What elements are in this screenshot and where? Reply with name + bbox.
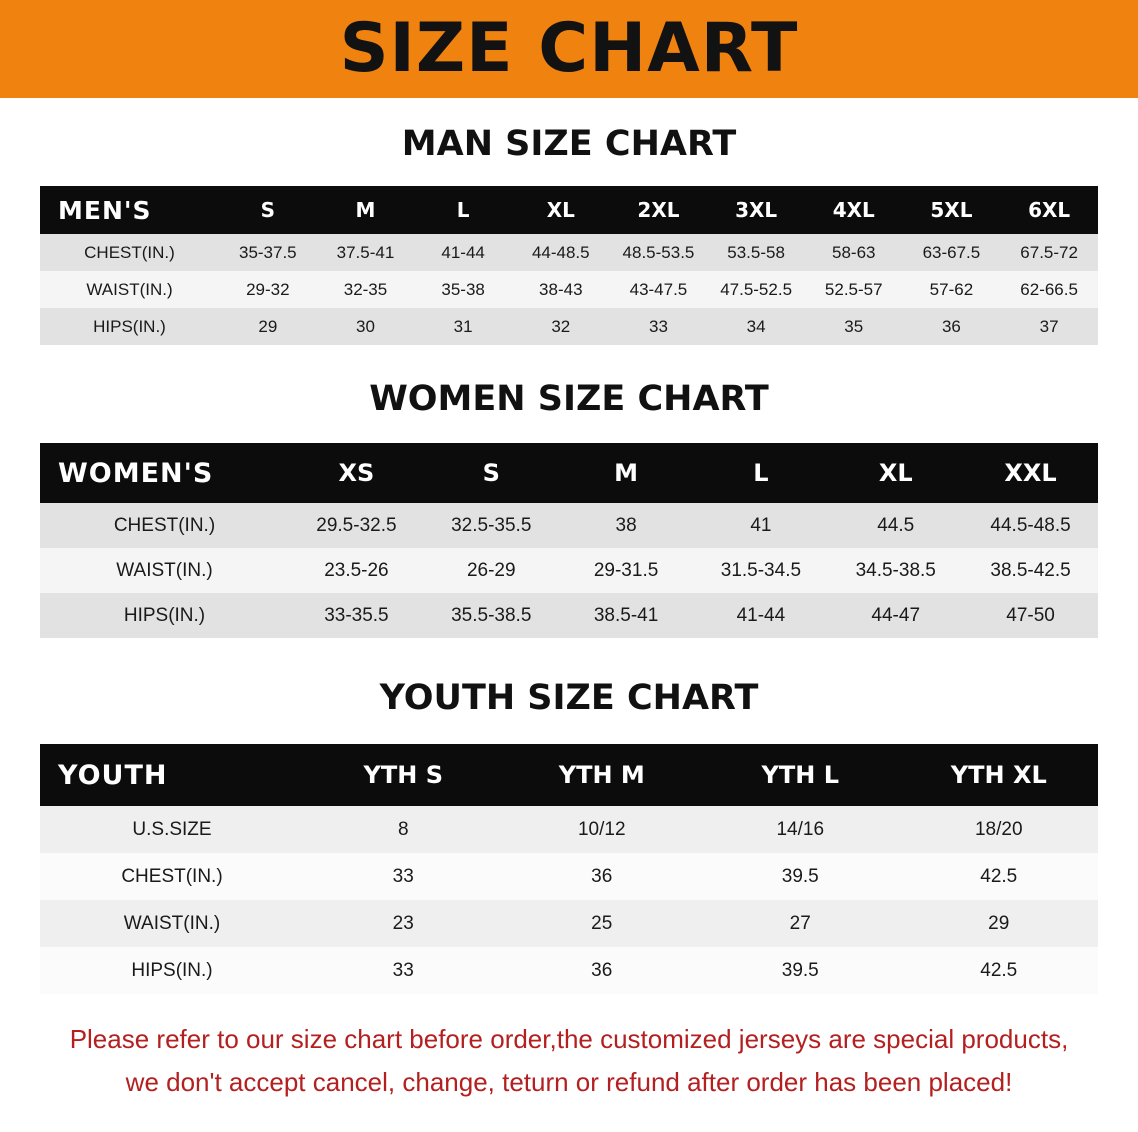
cell: 42.5 [900,947,1099,994]
column-header-xl: XL [512,186,610,234]
column-header-6xl: 6XL [1000,186,1098,234]
man-size-table-wrap [40,186,1098,345]
cell: 31 [414,308,512,345]
cell: 52.5-57 [805,271,903,308]
cell: 31.5-34.5 [693,548,828,593]
cell: 41-44 [693,593,828,638]
cell: 43-47.5 [610,271,708,308]
cell: 53.5-58 [707,234,805,271]
cell: 33 [304,853,503,900]
women-section-heading: WOMEN SIZE CHART [369,379,769,419]
cell: 38-43 [512,271,610,308]
cell: 58-63 [805,234,903,271]
cell: 29.5-32.5 [289,503,424,548]
column-header-s: S [219,186,317,234]
row-label-hips: HIPS(IN.) [40,593,289,638]
youth-size-table [40,744,1098,994]
cell: 27 [701,900,900,947]
cell: 35-38 [414,271,512,308]
column-header-5xl: 5XL [903,186,1001,234]
cell: 38.5-42.5 [963,548,1098,593]
cell: 35.5-38.5 [424,593,559,638]
cell: 47-50 [963,593,1098,638]
page-title: SIZE CHART [339,9,799,88]
cell: 67.5-72 [1000,234,1098,271]
cell: 23.5-26 [289,548,424,593]
cell: 26-29 [424,548,559,593]
cell: 29-32 [219,271,317,308]
table-header-row [40,443,1098,503]
row-label-waist: WAIST(IN.) [40,548,289,593]
cell: 35 [805,308,903,345]
cell: 63-67.5 [903,234,1001,271]
cell: 29 [900,900,1099,947]
row-label-chest: CHEST(IN.) [40,853,304,900]
column-header-l: L [693,443,828,503]
column-header-youth: YOUTH [40,744,304,806]
cell: 10/12 [503,806,702,853]
column-header-2xl: 2XL [610,186,708,234]
column-header-s: S [424,443,559,503]
column-header-yth-l: YTH L [701,744,900,806]
cell: 34 [707,308,805,345]
size-chart-banner [0,0,1138,98]
column-header-yth-m: YTH M [503,744,702,806]
column-header-mens: MEN'S [40,186,219,234]
cell: 62-66.5 [1000,271,1098,308]
table-row [40,900,1098,947]
cell: 37 [1000,308,1098,345]
column-header-womens: WOMEN'S [40,443,289,503]
cell: 44.5-48.5 [963,503,1098,548]
cell: 42.5 [900,853,1099,900]
cell: 29 [219,308,317,345]
cell: 33 [304,947,503,994]
column-header-3xl: 3XL [707,186,805,234]
cell: 36 [903,308,1001,345]
table-row [40,548,1098,593]
policy-note [36,1018,1102,1104]
man-section-heading: MAN SIZE CHART [401,124,737,164]
column-header-m: M [559,443,694,503]
table-row [40,234,1098,271]
table-row [40,853,1098,900]
cell: 48.5-53.5 [610,234,708,271]
cell: 8 [304,806,503,853]
cell: 36 [503,947,702,994]
column-header-xs: XS [289,443,424,503]
cell: 25 [503,900,702,947]
cell: 30 [317,308,415,345]
policy-note-line-1: Please refer to our size chart before order,the customized jerseys are special products, [69,1024,1069,1054]
cell: 34.5-38.5 [828,548,963,593]
cell: 38.5-41 [559,593,694,638]
cell: 57-62 [903,271,1001,308]
column-header-xl: XL [828,443,963,503]
cell: 29-31.5 [559,548,694,593]
column-header-m: M [317,186,415,234]
women-size-table [40,443,1098,638]
cell: 14/16 [701,806,900,853]
cell: 41-44 [414,234,512,271]
cell: 32 [512,308,610,345]
cell: 41 [693,503,828,548]
table-header-row [40,744,1098,806]
table-row [40,593,1098,638]
cell: 32.5-35.5 [424,503,559,548]
column-header-yth-s: YTH S [304,744,503,806]
table-row [40,308,1098,345]
row-label-chest: CHEST(IN.) [40,503,289,548]
cell: 33 [610,308,708,345]
column-header-l: L [414,186,512,234]
cell: 44-47 [828,593,963,638]
cell: 18/20 [900,806,1099,853]
table-header-row [40,186,1098,234]
row-label-waist: WAIST(IN.) [40,271,219,308]
youth-section-heading: YOUTH SIZE CHART [379,678,759,718]
row-label-hips: HIPS(IN.) [40,308,219,345]
cell: 33-35.5 [289,593,424,638]
cell: 37.5-41 [317,234,415,271]
table-row [40,503,1098,548]
women-size-table-wrap [40,443,1098,638]
cell: 44-48.5 [512,234,610,271]
column-header-4xl: 4XL [805,186,903,234]
row-label-waist: WAIST(IN.) [40,900,304,947]
cell: 35-37.5 [219,234,317,271]
man-size-table [40,186,1098,345]
cell: 44.5 [828,503,963,548]
table-row [40,271,1098,308]
youth-size-table-wrap [40,744,1098,994]
column-header-xxl: XXL [963,443,1098,503]
row-label-hips: HIPS(IN.) [40,947,304,994]
cell: 39.5 [701,947,900,994]
table-row [40,806,1098,853]
table-row [40,947,1098,994]
cell: 39.5 [701,853,900,900]
row-label-us-size: U.S.SIZE [40,806,304,853]
cell: 32-35 [317,271,415,308]
policy-note-line-2: we don't accept cancel, change, teturn or refund after order has been placed! [125,1066,1013,1097]
cell: 23 [304,900,503,947]
row-label-chest: CHEST(IN.) [40,234,219,271]
column-header-yth-xl: YTH XL [900,744,1099,806]
cell: 38 [559,503,694,548]
cell: 47.5-52.5 [707,271,805,308]
cell: 36 [503,853,702,900]
